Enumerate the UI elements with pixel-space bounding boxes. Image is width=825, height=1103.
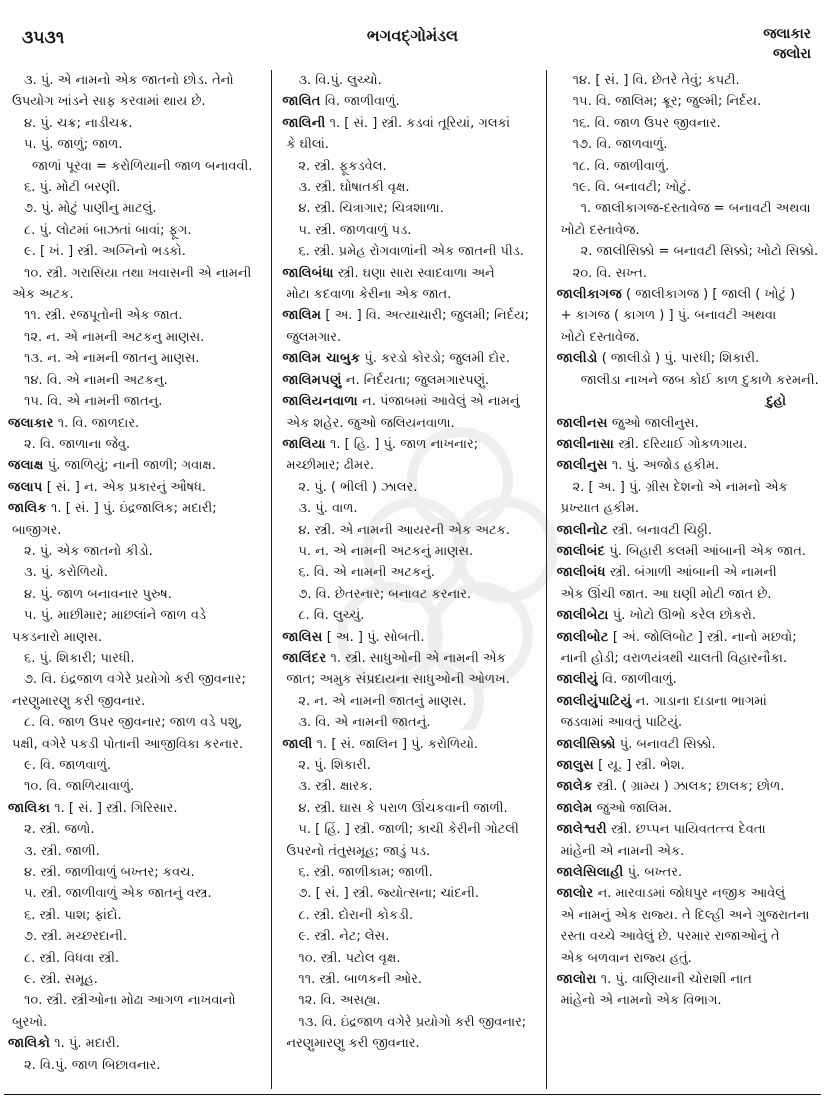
text-line: કે ઘીલાં. [286, 137, 329, 153]
text-line: માંહેની એ નામની એક. [560, 843, 685, 859]
text-line: ૪. સ્ત્રી. એ નામની આયરની એક અટક. [298, 522, 510, 538]
text-line: ૧૦. સ્ત્રી. ગરાસિયા તથા ખવાસની એ નામની [24, 265, 252, 281]
text-line: ૧૯. વિ. બનાવટી; ખોટું. [572, 180, 692, 196]
text-line: મોટા કદવાળા કેરીના એક જાત. [286, 287, 452, 303]
text-line: ૨. સ્ત્રી. ફૂકડવેલ. [298, 158, 387, 174]
text-line: ૫. સ્ત્રી. જાળીવાળું એક જાતનું વસ્ત્ર. [24, 886, 212, 902]
text-line: ૬. સ્ત્રી. પાશ; ફાંદો. [24, 907, 122, 923]
text-line: ૯. વિ. જાળવાળું. [24, 758, 112, 773]
text-line: પ્રખ્યાત હકીમ. [560, 501, 640, 517]
entry-line: જાલિની ૧. [ સં. ] સ્ત્રી. કડવાં તૂરિયાં, ગલકાં [282, 115, 511, 131]
headword: જાલીનસ [556, 415, 608, 431]
text-line: ૧. જાલીકાગજ-દસ્તાવેજ = બનાવટી અથવા [580, 201, 811, 217]
entry-line: જાલિમપણું ન. નિર્દયતા; જુલમગારપણું. [282, 372, 490, 388]
headword: જાલીબંધ [556, 565, 606, 581]
guide-word-bottom: જલોરા [773, 46, 811, 62]
text-line: ૧૩. વિ. ઇંદ્રજાળ વગેરે પ્રયોગો કરી જીવનાર; [298, 1014, 527, 1030]
text-line: ૪. પું. જાળ બનાવનાર પુરુષ. [24, 586, 172, 602]
headword: જાલોર [556, 886, 594, 902]
headword: જાલોરા [556, 972, 597, 988]
headword: જાલેશ્વરી [556, 822, 607, 838]
book-title: ભગવદ્ગોમંડલ [366, 26, 459, 45]
text-line: માંહેનો એ નામનો એક વિભાગ. [560, 993, 722, 1009]
entry-line: જાલિક ૧. [ સં. ] પું. ઇંદ્રજાલિક; મદારી; [8, 501, 217, 517]
headword: જાલેસિલાહી [556, 865, 624, 881]
text-line: નરણુમારણુ કરી જીવનાર. [286, 1036, 420, 1052]
headword: જાલિયનવાળા [282, 394, 358, 410]
entry-line: જાલી ૧. [ સં. જાલિન ] પું. કરોળિયો. [282, 736, 479, 752]
text-line: ૭. સ્ત્રી. મચ્છરદાની. [24, 929, 127, 945]
text-line: ૬. સ્ત્રી. જાળીકામ; જાળી. [298, 865, 433, 881]
text-line: એક અટક. [12, 287, 74, 303]
text-line: ૩. સ્ત્રી. ઘોષાતકી વૃક્ષ. [298, 180, 410, 196]
headword: જાલિની [282, 115, 326, 131]
guide-words [763, 24, 811, 64]
text-line: ૧૨. વિ. અસહ્ય. [298, 993, 381, 1009]
text-line: ૪. સ્ત્રી. ચિત્રાગાર; ચિત્રશાળા. [298, 201, 444, 217]
entry-line: જાલીબેટા પું. ખોટો ઊભો કરેલ છોકરો. [556, 608, 757, 624]
text-line: જાળાં પૂરવા = કરોળિયાની જાળ બનાવવી. [32, 158, 253, 174]
columns-container [6, 70, 820, 1089]
headword: જાલિક [8, 501, 47, 517]
headword: જાલીબોટ [556, 629, 609, 645]
entry-line: જાલીનુસ ૧. પું. અજોડ હકીમ. [556, 458, 720, 474]
entry-line: જલાક્ષ પું. જાળિયું; નાની જાળી; ગવાક્ષ. [8, 458, 216, 474]
text-line: ૨. વિ. જાળાના જેવુ. [24, 436, 131, 452]
text-line: ૨૦. વિ. સખ્ત. [572, 265, 647, 281]
column-3 [547, 70, 820, 1089]
text-line: ઉપરનો તંતુસમૂહ; જાડું પડ. [286, 843, 431, 859]
text-line: ૮. વિ. જાળ ઉપર જીવનાર; જાળ વડે પશુ, [24, 715, 243, 731]
headword: જાલીયુંપાટિયું [556, 693, 632, 709]
text-line: ૧૦. સ્ત્રી. પટોલ વૃક્ષ. [298, 950, 401, 966]
text-line: ખોટો દસ્તાવેજ. [560, 329, 640, 345]
column-2 [272, 70, 546, 1089]
entry-line: જાલિમ ચાબુક પું. કરડો કોરડો; જુલમી દોર. [282, 351, 510, 367]
entry-line: જાલીસિક્કો પું. બનાવટી સિક્કો. [556, 736, 716, 752]
text-line: + કાગજ ( કાગળ ) ] પું. બનાવટી અથવા [560, 308, 777, 324]
entry-line: જાલીનોટ સ્ત્રી. બનાવટી ચિઠ્ઠી. [556, 522, 712, 538]
text-line: ૩. સ્ત્રી. ક્ષારક. [298, 779, 373, 795]
text-line: જાલીડા નાખને જબ કોઈ કાળ દુકાળે કરમની. [580, 372, 819, 388]
entry-line: જાલિકા ૧. [ સં. ] સ્ત્રી. ગિરિસાર. [8, 800, 178, 816]
text-line: ૮. પું. લોટમાં બાઝતાં બાવાં; ફૂગ. [24, 222, 192, 238]
text-line: ૭. વિ. છેતરનાર; બનાવટ કરનાર. [298, 586, 472, 602]
headword: જાલેક [556, 779, 593, 795]
text-line: ૩. પું. એ નામનો એક જાતનો છોડ. તેનો [24, 73, 234, 88]
headword: જલાપ [8, 479, 43, 495]
text-line: ૩. વિ. એ નામની જાતનું. [298, 715, 431, 731]
text-line: ૨. પું. એક જાતનો કીડો. [24, 543, 153, 559]
entry-line: જાલોર ન. મારવાડમાં જોધપુર નજીક આવેલું [556, 886, 786, 902]
text-line: ૫. [ હિં. ] સ્ત્રી. જાળી; કાચી કેરીની ગોટલી [298, 822, 519, 838]
text-line: બાજીગર. [12, 522, 62, 538]
text-line: ૨. વિ.પું. જાળ બિછાવનાર. [24, 1057, 161, 1073]
text-line: ૭. પું. મોટું પાણીનુ માટલું. [24, 201, 157, 217]
entry-line: જાલિકો ૧. પું. મદારી. [8, 1036, 120, 1052]
text-line: ૫. સ્ત્રી. જાળવાળું પડ. [298, 222, 412, 238]
text-line: એ નામનું એક રાજ્ય. તે દિલ્હી અને ગુજરાતના [560, 907, 810, 923]
text-line: એક ઊંચી જાત. આ ઘણી મોટી જાત છે. [560, 586, 772, 602]
entry-line: જલાકાર ૧. વિ. જાળદાર. [8, 415, 140, 431]
text-line: એક બળવાન રાજ્ય હતું. [560, 950, 692, 966]
text-line: ૬. પું. શિકારી; પારધી. [24, 650, 135, 666]
text-line: ઉપયોગ ખાંડને સાફ કરવામાં થાય છે. [12, 94, 206, 110]
text-line: ૫. પું. માછીમાર; માછલાંને જાળ વડે [24, 608, 207, 624]
headword: જાલી [282, 736, 313, 752]
headword: જાલુસ [556, 758, 594, 773]
headword: જાલિયા [282, 436, 326, 452]
page-header [0, 24, 825, 70]
entry-line: જાલીયું વિ. જાળીવાળું. [556, 672, 677, 688]
entry-line: જાલિયા ૧. [ હિ. ] પું. જાળ નાખનાર; [282, 436, 479, 452]
entry-line: જાલીનસ જુઓ જાલીનુસ. [556, 415, 699, 431]
text-line: ૫. પું. જાળું; જાળ. [24, 137, 123, 153]
entry-line: જાલીયુંપાટિયું ન. ગાડાના દાડાના ભાગમાં [556, 693, 767, 709]
entry-line: જાલીનાસા સ્ત્રી. દરિયાઈ ગોકળગાય. [556, 436, 748, 452]
text-line: જુલમગાર. [286, 329, 342, 345]
headword: જાલિસ [282, 629, 323, 645]
headword: જાલિકો [8, 1036, 51, 1052]
text-line: ૯. સ્ત્રી. સમૂહ. [24, 972, 98, 988]
headword: જાલીકાગજ [556, 287, 622, 303]
text-line: જડવામાં આવતું પાટિયું. [560, 715, 683, 731]
column-1 [6, 70, 272, 1089]
text-line: ૨. પું. ( ભીલી ) ઝાલર. [298, 479, 418, 495]
headword: જાલિકા [8, 800, 51, 816]
headword: જાલીસિક્કો [556, 736, 616, 752]
entry-line: જાલીબંધ સ્ત્રી. બંગાળી આંબાની એ નામની [556, 565, 777, 581]
text-line: દુહો [766, 394, 786, 410]
entry-line: જાલેસિલાહી પું. બખ્તર. [556, 865, 683, 881]
text-line: ૩. વિ.પું. લુચ્ચો. [298, 73, 382, 88]
text-line: ૩. સ્ત્રી. જાળી. [24, 843, 100, 859]
text-line: ૧૦. વિ. જાળિયાવાળું. [24, 779, 135, 795]
headword: જાલિત [282, 94, 321, 110]
entry-line: જાલેમ જુઓ જાલિમ. [556, 800, 672, 816]
page-number: ૩૫૩૧ [22, 28, 65, 48]
entry-line: જાલીકાગજ ( જાલીકાગજ ) [ જાલી ( ખોટું ) [556, 287, 796, 303]
text-line: ૫. ન. એ નામની અટકનું માણસ. [298, 543, 474, 559]
headword: જાલેમ [556, 800, 593, 816]
text-line: ૭. [ સં. ] સ્ત્રી. જ્યોત્સના; ચાંદની. [298, 886, 480, 902]
text-line: ૨. ન. એ નામની જાતનું માણસ. [298, 693, 467, 709]
headword: જાલિમપણું [282, 372, 342, 388]
text-line: ૨. જાલીસિક્કો = બનાવટી સિક્કો; ખોટો સિક્કો. [580, 244, 819, 260]
entry-line: જાલેશ્વરી સ્ત્રી. છપ્પન પાયિવતત્ત્વ દેવતા [556, 822, 766, 838]
text-line: ૧૧. સ્ત્રી. રજપૂતોની એક જાત. [24, 308, 183, 324]
text-line: બુરખો. [12, 1014, 48, 1030]
text-line: ૧૪. [ સં. ] વિ. છેતરે તેવું; કપટી. [572, 73, 740, 88]
text-line: ૧૨. ન. એ નામની અટકનુ માણસ. [24, 329, 205, 345]
text-line: જાત; અમુક સંપ્રદાયના સાધુઓની ઓળખ. [286, 672, 510, 688]
text-line: ૧૫. વિ. એ નામની જાતનુ. [24, 394, 163, 410]
entry-line: જાલીબોટ [ અં. જોલિબોટ ] સ્ત્રી. નાનો મછવો; [556, 629, 797, 645]
text-line: ૪. સ્ત્રી. ઘાસ કે પરાળ ઊંચકવાની જાળી. [298, 800, 508, 816]
text-line: ૧૦. સ્ત્રી. સ્ત્રીઓના મોઢા આગળ નાખવાનો [24, 993, 236, 1009]
text-line: નાની હોડી; વરાળયંત્રથી ચાલતી વિહારનૌકા. [560, 650, 788, 666]
entry-line: જાલીડો ( જાલીડો ) પું. પારધી; શિકારી. [556, 351, 760, 367]
text-line: ૨. સ્ત્રી. જળો. [24, 822, 95, 838]
guide-word-top: જલાકાર [763, 26, 811, 42]
headword: જાલિંદર [282, 650, 327, 666]
text-line: ૯. [ ખં. ] સ્ત્રી. અગ્નિનો ભડકો. [24, 244, 186, 260]
headword: જાલિમ [282, 308, 322, 324]
text-line: ૯. સ્ત્રી. નેટ; લેસ. [298, 929, 390, 945]
headword: જાલીબેટા [556, 608, 609, 624]
entry-line: જાલુસ [ યૂ. ] સ્ત્રી. ભેશ. [556, 758, 685, 773]
bottom-rule [4, 1094, 821, 1095]
text-line: ૮. વિ. લુચ્ચું. [298, 608, 365, 624]
text-line: ૮. સ્ત્રી. દોરાની કોકડી. [298, 907, 414, 923]
entry-line: જલાપ [ સં. ] ન. એક પ્રકારનું ઔષધ. [8, 479, 207, 495]
text-line: મચ્છીમાર; ઢીમર. [286, 458, 375, 474]
headword: જાલીડો [556, 351, 598, 367]
text-line: પક્ષી, વગેરે પકડી પોતાની આજીવિકા કરનાર. [12, 736, 244, 752]
headword: જાલીનુસ [556, 458, 608, 474]
headword: જલાક્ષ [8, 458, 44, 474]
text-line: ૩. પું. વાળ. [298, 501, 358, 517]
entry-line: જાલિમ [ અ. ] વિ. અત્યાચારી; જુલમી; નિર્દય; [282, 308, 530, 324]
headword: જાલિબંધા [282, 265, 334, 281]
headword: જાલિમ ચાબુક [282, 351, 361, 367]
text-line: ૩. પું. કરોળિયો. [24, 565, 108, 581]
text-line: ૨. [ અ. ] પું. ગ્રીસ દેશનો એ નામનો એક [572, 479, 788, 495]
entry-line: જાલિયનવાળા ન. પંજાબમાં આવેલું એ નામનું [282, 394, 520, 410]
entry-line: જાલિબંધા સ્ત્રી. ઘણા સારા સ્વાદવાળા અને [282, 265, 495, 281]
entry-line: જાલિત વિ. જાળીવાળું. [282, 94, 400, 110]
text-line: ૧૩. ન. એ નામની જાતનુ માણસ. [24, 351, 200, 367]
text-line: એક શહેર. જુઓ જલિયનવાળા. [286, 415, 455, 431]
text-line: નરણુમારણુ કરી જીવનાર. [12, 693, 146, 709]
text-line: ૭. વિ. ઇંદ્રજાળ વગેરે પ્રયોગો કરી જીવનાર; [24, 672, 246, 688]
text-line: ૬. વિ. એ નામની અટકનું. [298, 565, 435, 581]
text-line: ૧૪. વિ. એ નામની અટકનુ. [24, 372, 168, 388]
text-line: ૨. પું. શિકારી. [298, 758, 371, 773]
entry-line: જાલિસ [ અ. ] પું. સોબતી. [282, 629, 425, 645]
text-line: ૧૫. વિ. જાલિમ; ક્રૂર; જુલ્મી; નિર્દય. [572, 94, 762, 110]
text-line: ૮. સ્ત્રી. વિધવા સ્ત્રી. [24, 950, 120, 966]
text-line: ૪. પું. ચક્ર; નાડીચક્ર. [24, 115, 133, 131]
entry-line: જાલીબંદ પું. બિહારી કલમી આંબાની એક જાત. [556, 543, 806, 559]
text-line: રસ્તા વચ્ચે આવેલું છે. પરમાર રાજાઓનું તે [560, 929, 780, 945]
entry-line: જાલેક સ્ત્રી. ( ગ્રામ્ય ) ઝાલક; છાલક; છોળ. [556, 779, 785, 795]
text-line: ૧૭. વિ. જાળવાળું. [572, 137, 668, 153]
headword: જાલીયું [556, 672, 598, 688]
text-line: ૧૮. વિ. જાળીવાળું. [572, 158, 670, 174]
text-line: પકડનારો માણસ. [12, 629, 103, 645]
text-line: ૪. સ્ત્રી. જાળીવાળું બખ્તર; કવચ. [24, 865, 195, 881]
headword: જલાકાર [8, 415, 54, 431]
headword: જાલીનોટ [556, 522, 608, 538]
entry-line: જાલોરા ૧. પું. વાણિયાની ચોરાશી નાત [556, 972, 752, 988]
text-line: ૬. પું. મોટી બરણી. [24, 180, 121, 196]
text-line: ખોટો દસ્તાવેજ. [560, 222, 640, 238]
text-line: ૧૧. સ્ત્રી. બાળકની ઓર. [298, 972, 422, 988]
entry-line: જાલિંદર ૧. સ્ત્રી. સાધુઓની એ નામની એક [282, 650, 506, 666]
headword: જાલીનાસા [556, 436, 615, 452]
headword: જાલીબંદ [556, 543, 606, 559]
text-line: ૬. સ્ત્રી. પ્રમેહ રોગવાળાંની એક જાતની પીડ. [298, 244, 524, 260]
text-line: ૧૬. વિ. જાળ ઉપર જીવનાર. [572, 115, 721, 131]
